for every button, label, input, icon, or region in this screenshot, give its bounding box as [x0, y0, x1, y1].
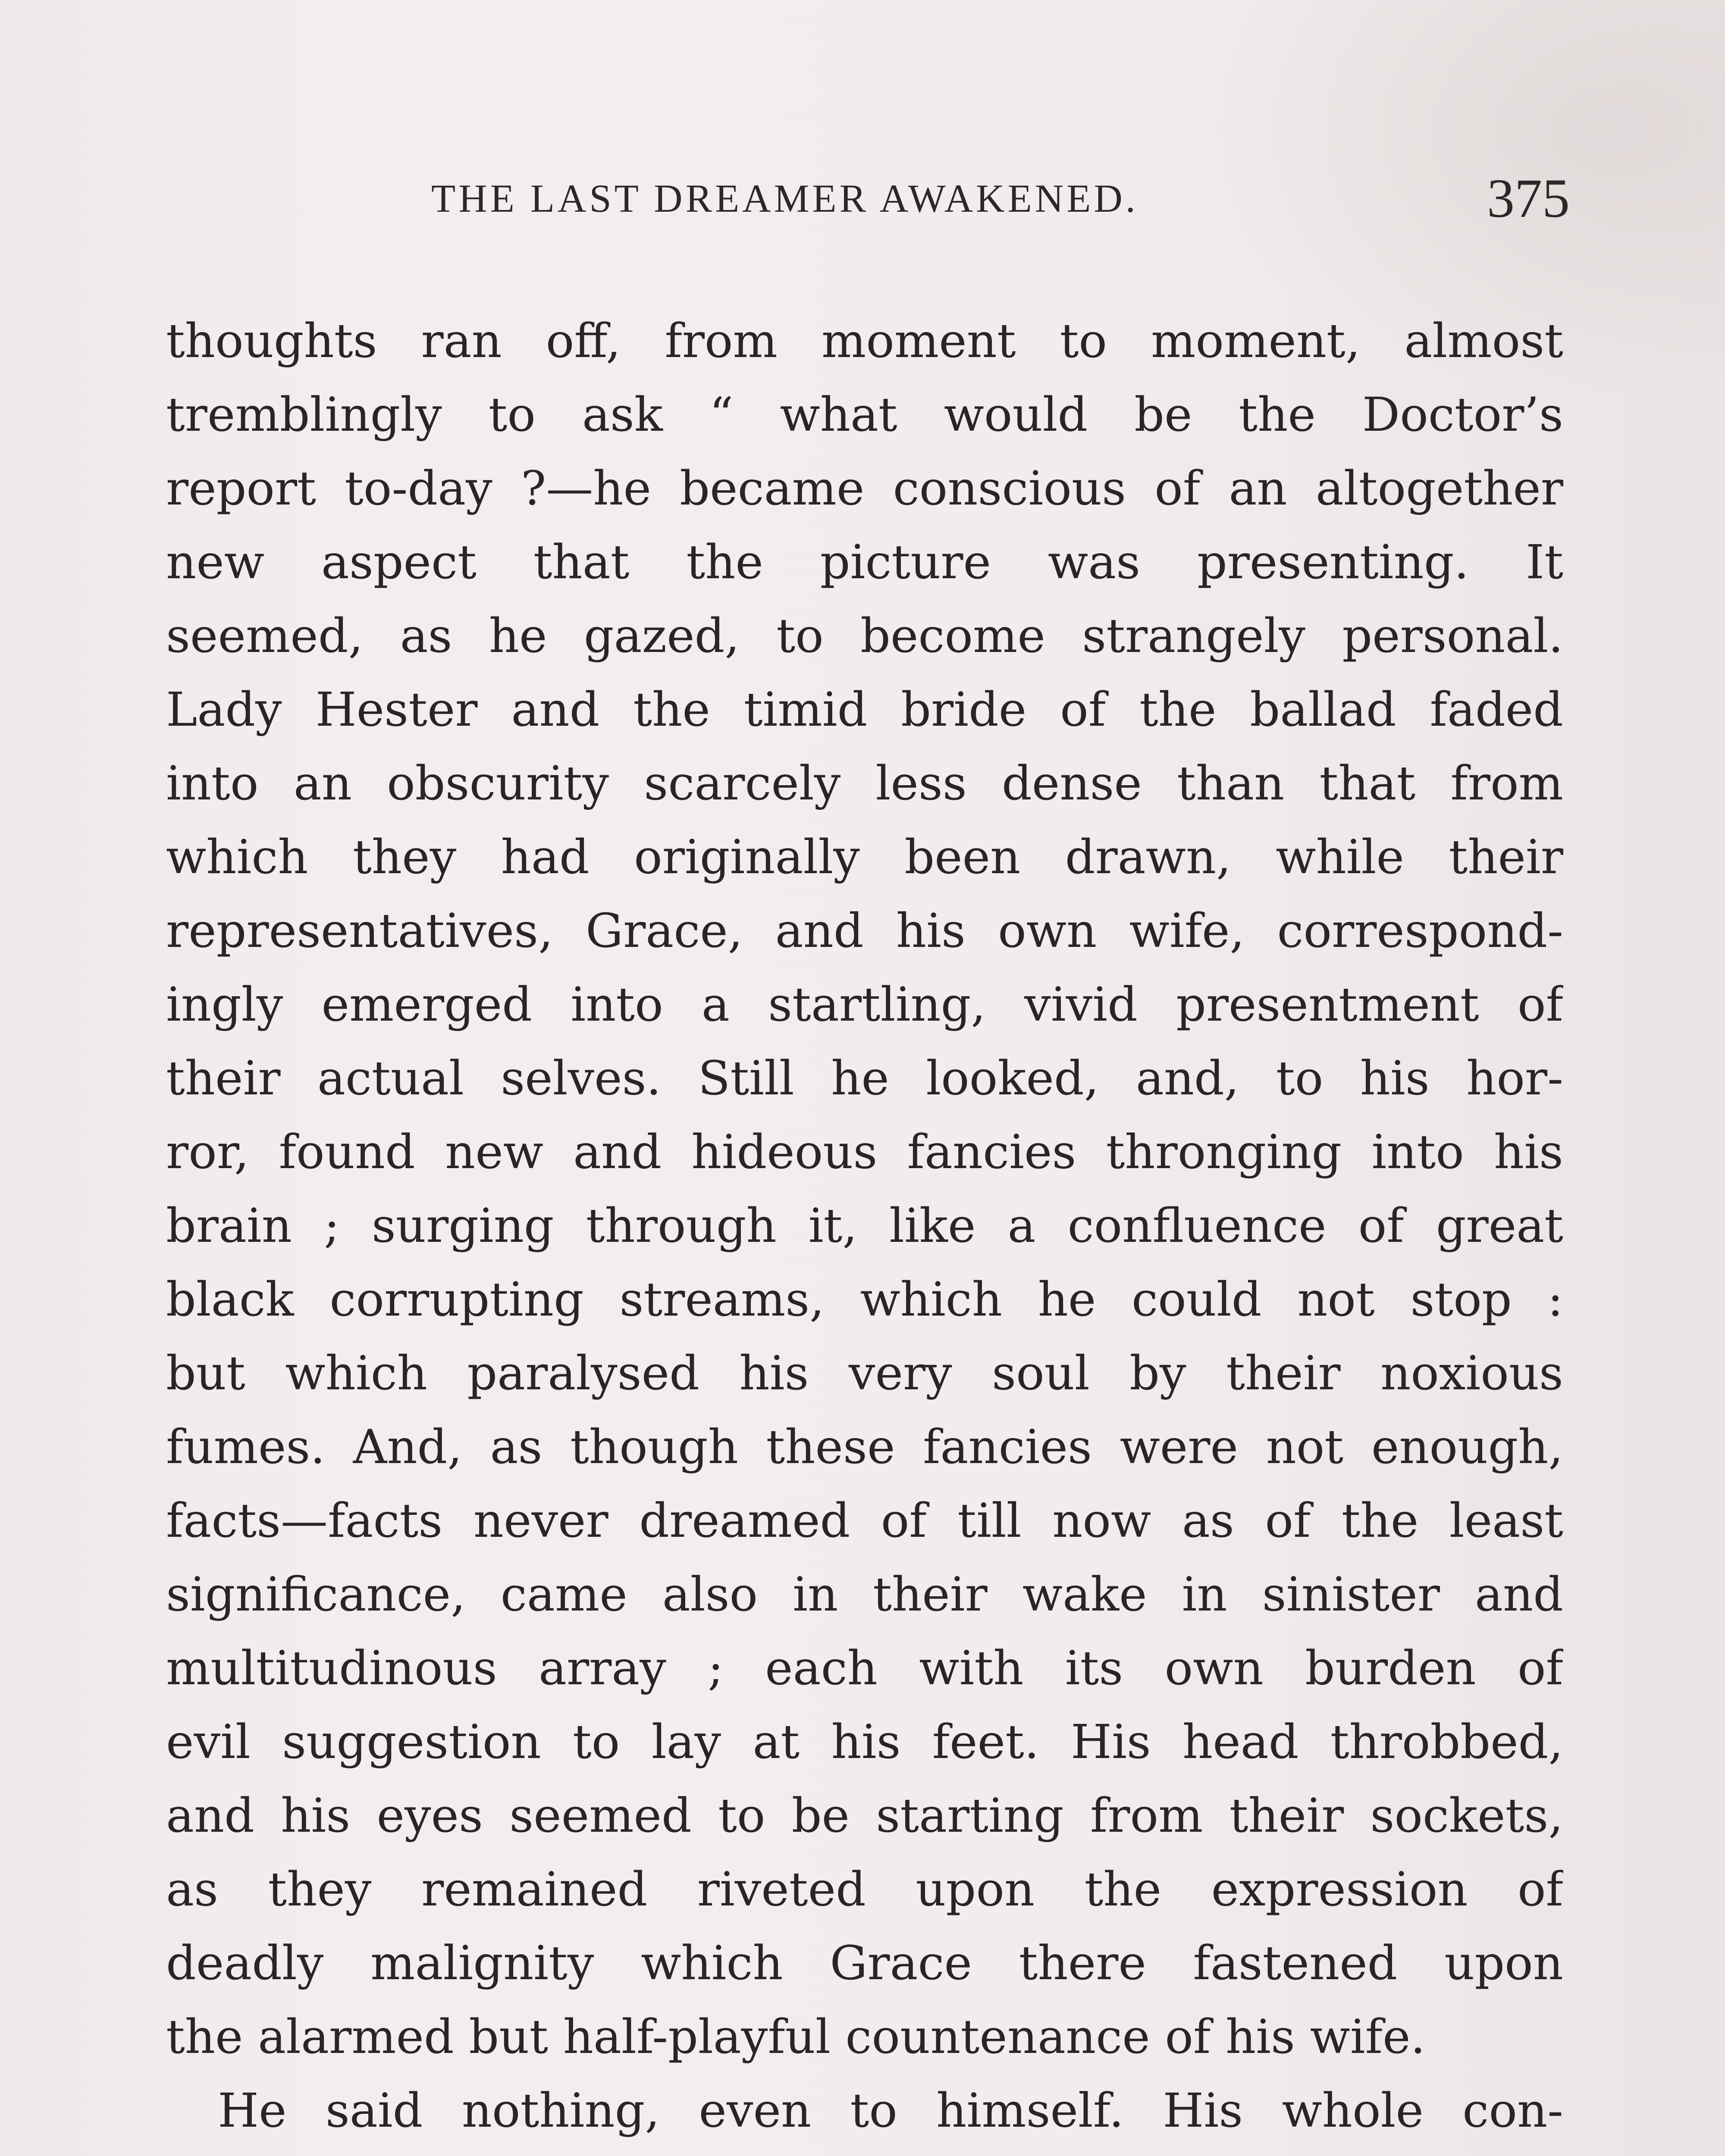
text-line: significance, came also in their wake in sinister and: [166, 1567, 1563, 1622]
text-line: ingly emerged into a startling, vivid presentment of: [166, 977, 1563, 1032]
text-line: black corrupting streams, which he could not stop :: [166, 1272, 1563, 1327]
text-line: deadly malignity which Grace there fastened upon: [166, 1936, 1563, 1990]
text-line: new aspect that the picture was presenting. It: [166, 535, 1563, 589]
text-line: representatives, Grace, and his own wife, correspond-: [166, 903, 1563, 958]
page-header: [0, 162, 1725, 235]
text-line: [166, 2147, 1563, 2156]
text-line: seemed, as he gazed, to become strangely personal.: [166, 608, 1563, 663]
text-line: evil suggestion to lay at his feet. His head throbbed,: [166, 1714, 1563, 1769]
text-line: but which paralysed his very soul by their noxious: [166, 1346, 1563, 1401]
text-line: their actual selves. Still he looked, and, to his hor-: [166, 1051, 1563, 1106]
text-line: report to-day ?—he became conscious of an altogether: [166, 461, 1563, 516]
text-line: He said nothing, even to himself. His whole con-: [218, 2083, 1563, 2138]
text-line: into an obscurity scarcely less dense than that from: [166, 756, 1563, 811]
text-line: facts—facts never dreamed of till now as of the least: [166, 1493, 1563, 1548]
text-line: fumes. And, as though these fancies were not enough,: [166, 1420, 1563, 1474]
body-text: [166, 304, 1563, 2156]
running-title: THE LAST DREAMER AWAKENED.: [431, 176, 1138, 220]
text-line: as they remained riveted upon the expression of: [166, 1862, 1563, 1917]
text-line: which they had originally been drawn, while their: [166, 830, 1563, 884]
text-line: ror, found new and hideous fancies thronging into his: [166, 1125, 1563, 1179]
text-line: the alarmed but half-playful countenance of his wife.: [166, 2009, 1426, 2064]
text-line: thoughts ran off, from moment to moment, almost: [166, 313, 1563, 368]
text-line: and his eyes seemed to be starting from their sockets,: [166, 1788, 1563, 1843]
text-line: multitudinous array ; each with its own burden of: [166, 1641, 1563, 1695]
text-line: brain ; surging through it, like a confluence of great: [166, 1198, 1563, 1253]
text-line: tremblingly to ask “ what would be the Doctor’s: [166, 387, 1563, 442]
text-line: Lady Hester and the timid bride of the ballad faded: [166, 682, 1563, 737]
page-number: 375: [1487, 168, 1570, 229]
